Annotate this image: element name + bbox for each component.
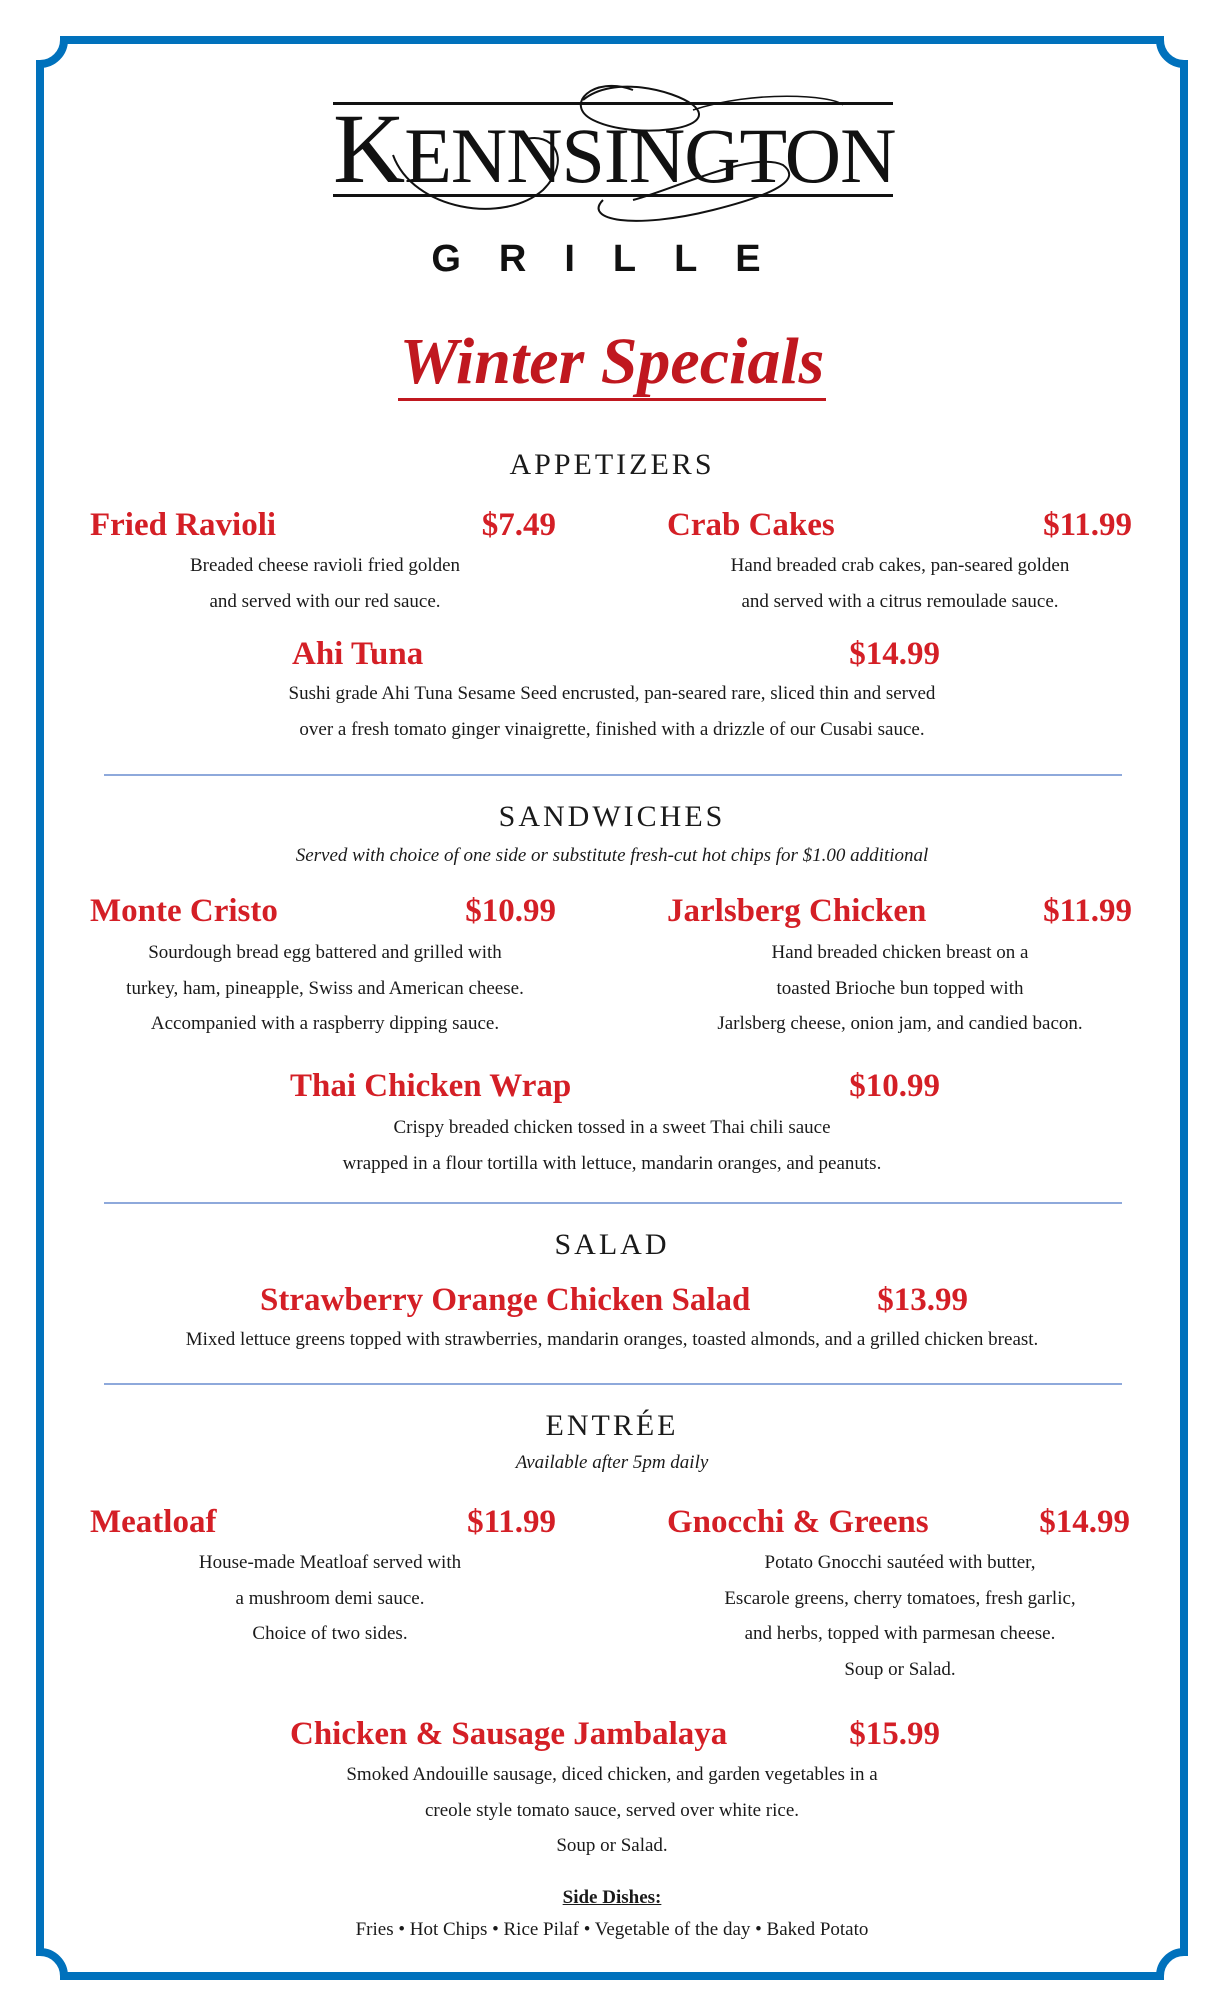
desc-line: Soup or Salad. [844,1658,956,1680]
section-note-entree: Available after 5pm daily [515,1452,709,1473]
item-price: $14.99 [1039,1504,1130,1540]
section-divider [104,774,1122,776]
desc-line: Hand breaded crab cakes, pan-seared golden [730,555,1070,576]
brand-initial: K [333,93,405,204]
item-description [80,1545,580,1652]
desc-line: Sourdough bread egg battered and grilled with [148,942,502,963]
item-price: $14.99 [849,636,940,672]
desc-line: Smoked Andouille sausage, diced chicken, and garden vegetables in a [346,1764,878,1785]
item-price: $7.49 [481,507,556,543]
item-price: $11.99 [467,1504,556,1540]
desc-line: over a fresh tomato ginger vinaigrette, finished with a drizzle of our Cusabi sauce. [299,718,925,740]
item-name: Strawberry Orange Chicken Salad [260,1282,751,1318]
item-description [212,1757,1012,1864]
section-heading-entree: ENTRÉE [545,1409,679,1442]
desc-line: and served with our red sauce. [209,590,441,612]
desc-line: Mixed lettuce greens topped with strawberries, mandarin oranges, toasted almonds, and a grilled chicken breast. [185,1329,1039,1350]
section-divider [104,1383,1122,1385]
desc-line: creole style tomato sauce, served over white rice. [424,1799,800,1821]
item-description [162,676,1062,747]
item-price: $11.99 [1043,893,1132,929]
desc-line: Crispy breaded chicken tossed in a sweet Thai chili sauce [393,1117,831,1138]
desc-line: Soup or Salad. [556,1835,668,1856]
desc-line: Escarole greens, cherry tomatoes, fresh garlic, [724,1587,1076,1609]
desc-line: turkey, ham, pineapple, Swiss and American cheese. [126,977,524,999]
desc-line: toasted Brioche bun topped with [776,977,1024,999]
desc-line: Potato Gnocchi sautéed with butter, [764,1552,1036,1573]
side-dishes-list: Fries • Hot Chips • Rice Pilaf • Vegetable of the day • Baked Potato [355,1919,869,1940]
item-description [212,1110,1012,1181]
item-name: Ahi Tuna [292,636,424,672]
desc-line: and herbs, topped with parmesan cheese. [744,1623,1056,1644]
page-title [0,322,1224,402]
item-description [62,1322,1162,1358]
desc-line: Breaded cheese ravioli fried golden [189,555,461,576]
desc-line: Sushi grade Ahi Tuna Sesame Seed encrusted, pan-seared rare, sliced thin and served [288,683,936,704]
brand-name-rest: ENNSINGTON [404,112,896,199]
item-description [650,548,1150,619]
brand-subtitle: GRILLE [431,238,799,280]
desc-line: House-made Meatloaf served with [198,1552,462,1573]
item-name: Thai Chicken Wrap [290,1068,572,1104]
item-price: $10.99 [465,893,556,929]
side-dishes-label: Side Dishes: [562,1887,662,1908]
section-heading-sandwiches: SANDWICHES [498,800,726,833]
page-title-text: Winter Specials [398,325,827,401]
desc-line: Choice of two sides. [252,1623,408,1644]
section-heading-salad: SALAD [554,1228,670,1261]
item-description [650,1545,1150,1687]
item-price: $10.99 [849,1068,940,1104]
desc-line: Accompanied with a raspberry dipping sauce. [150,1013,500,1034]
item-description [80,548,570,619]
desc-line: a mushroom demi sauce. [235,1587,425,1609]
desc-line: wrapped in a flour tortilla with lettuce, mandarin oranges, and peanuts. [342,1152,882,1174]
desc-line: and served with a citrus remoulade sauce. [741,590,1059,612]
item-price: $13.99 [877,1282,968,1318]
item-name: Crab Cakes [667,507,835,543]
desc-line: Hand breaded chicken breast on a [771,942,1029,963]
item-name: Gnocchi & Greens [667,1504,929,1540]
item-name: Chicken & Sausage Jambalaya [290,1716,728,1752]
item-name: Fried Ravioli [90,507,277,543]
item-price: $11.99 [1043,507,1132,543]
brand-name [333,93,896,204]
section-note-sandwiches: Served with choice of one side or substitute fresh-cut hot chips for $1.00 additional [295,845,929,866]
item-name: Monte Cristo [90,893,278,929]
item-name: Jarlsberg Chicken [667,893,927,929]
item-name: Meatloaf [90,1504,217,1540]
desc-line: Jarlsberg cheese, onion jam, and candied bacon. [717,1013,1083,1034]
section-heading-appetizers: APPETIZERS [509,448,715,481]
section-divider [104,1202,1122,1204]
item-price: $15.99 [849,1716,940,1752]
item-description [70,935,580,1042]
item-description [650,935,1150,1042]
